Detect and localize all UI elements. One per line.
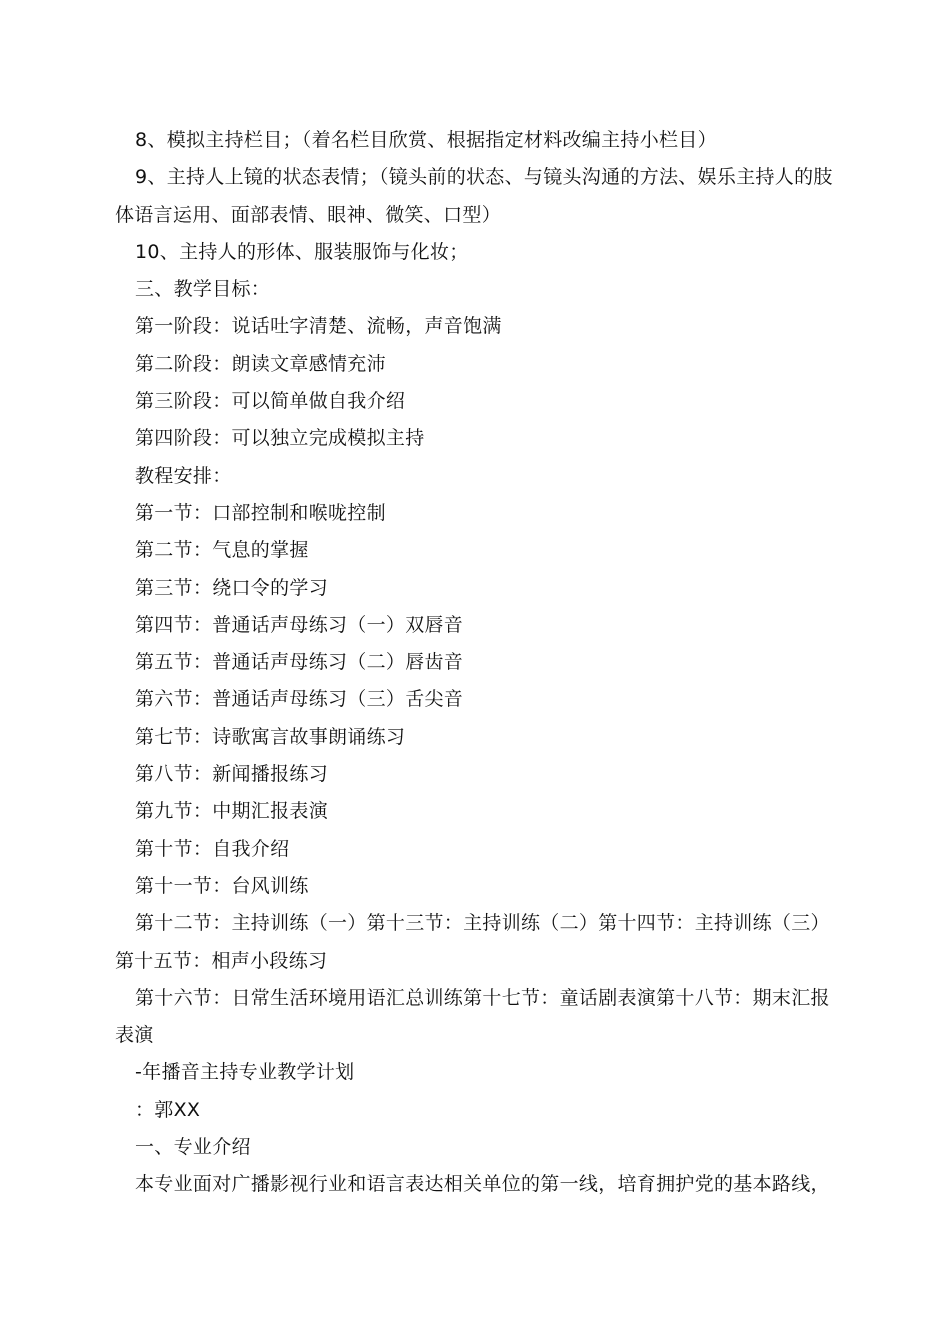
text-line: 表演 <box>115 1024 154 1047</box>
text-line: 第三阶段：可以简单做自我介绍 <box>135 390 406 413</box>
text-line: 第十二节：主持训练（一）第十三节：主持训练（二）第十四节：主持训练（三） <box>135 912 830 935</box>
text-line: 第十一节：台风训练 <box>135 874 309 897</box>
text-line: 9、主持人上镜的状态表情；（镜头前的状态、与镜头沟通的方法、娱乐主持人的肢 <box>135 166 833 189</box>
text-line: 体语言运用、面部表情、眼神、微笑、口型） <box>115 203 502 226</box>
text-line: 第一节：口部控制和喉咙控制 <box>135 501 386 524</box>
text-line: 第四节：普通话声母练习（一）双唇音 <box>135 613 464 636</box>
text-line: 第一阶段：说话吐字清楚、流畅，声音饱满 <box>135 315 502 338</box>
section-heading: 教程安排： <box>135 464 232 487</box>
text-line: 本专业面对广播影视行业和语言表达相关单位的第一线，培育拥护党的基本路线， <box>135 1173 830 1196</box>
text-line: 第十节：自我介绍 <box>135 837 290 860</box>
text-line: 第八节：新闻播报练习 <box>135 763 329 786</box>
text-line: 10、主持人的形体、服装服饰与化妆； <box>135 240 469 263</box>
text-line: 第七节：诗歌寓言故事朗诵练习 <box>135 725 406 748</box>
text-line: 第三节：绕口令的学习 <box>135 576 329 599</box>
text-line: 第十五节：相声小段练习 <box>115 949 328 972</box>
text-line: 第二节：气息的掌握 <box>135 539 309 562</box>
text-line: 8、模拟主持栏目；（着名栏目欣赏、根据指定材料改编主持小栏目） <box>135 129 717 151</box>
document-body <box>115 122 840 1204</box>
section-heading: 一、专业介绍 <box>135 1136 251 1159</box>
section-heading: 三、教学目标： <box>135 278 271 301</box>
text-line: 第五节：普通话声母练习（二）唇齿音 <box>135 651 464 674</box>
author-line: ：郭XX <box>135 1098 201 1121</box>
text-line: 第二阶段：朗读文章感情充沛 <box>135 352 386 375</box>
document-title: -年播音主持专业教学计划 <box>135 1061 355 1084</box>
text-line: 第十六节：日常生活环境用语汇总训练第十七节：童话剧表演第十八节：期末汇报 <box>135 986 830 1009</box>
text-line: 第六节：普通话声母练习（三）舌尖音 <box>135 688 464 711</box>
text-line: 第九节：中期汇报表演 <box>135 800 329 823</box>
text-line: 第四阶段：可以独立完成模拟主持 <box>135 427 425 450</box>
